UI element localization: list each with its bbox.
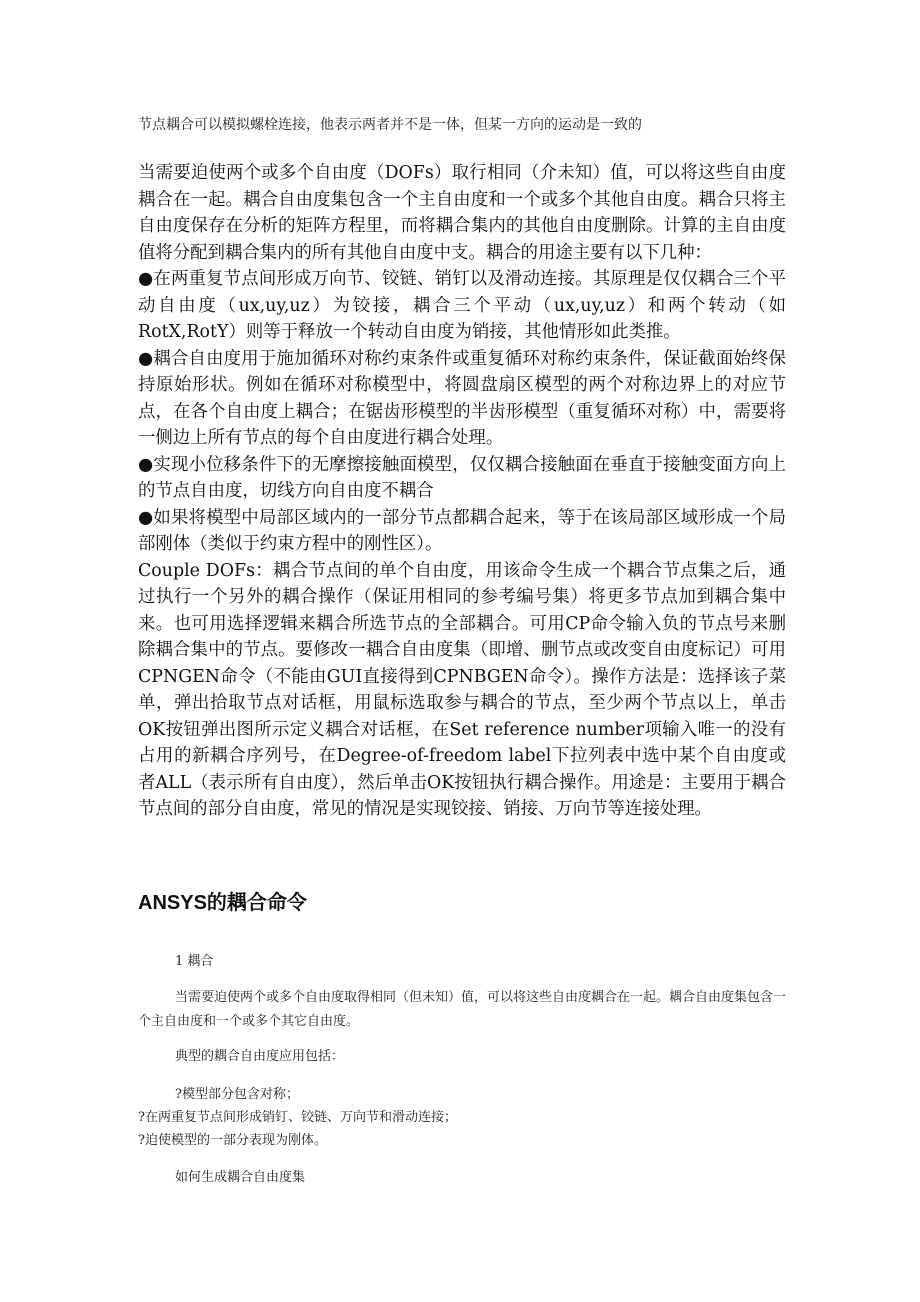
list-item: ?迫使模型的一部分表现为刚体。 [138,1133,327,1148]
bullet-contact: ●实现小位移条件下的无摩擦接触面模型，仅仅耦合接触面在垂直于接触变面方向上的节点自由度，切线方向自由度不耦合 [138,454,786,501]
next-section-title: 如何生成耦合自由度集 [175,1170,306,1185]
bullet-joints: ●在两重复节点间形成万向节、铰链、销钉以及滑动连接。其原理是仅仅耦合三个平动自由度（ux,uy,uz）为铰接，耦合三个平动（ux,uy,uz）和两个转动（如RotX,RotY）则等于释放一个转动自由度为销接，其他情形如此类推。 [138,269,786,342]
bullet-cyclic-symmetry: ●耦合自由度用于施加循环对称约束条件或重复循环对称约束条件，保证截面始终保持原始形状。例如在循环对称模型中，将圆盘扇区模型的两个对称边界上的对应节点，在各个自由度上耦合；在锯齿形模型的半齿形模型（重复循环对称）中，需要将一侧边上所有节点的每个自由度进行耦合处理。 [138,348,786,448]
paragraph-couple-dofs: Couple DOFs：耦合节点间的单个自由度，用该命令生成一个耦合节点集之后，通过执行一个另外的耦合操作（保证用相同的参考编号集）将更多节点加到耦合集中来。也可用选择逻辑来耦合所选节点的全部耦合。可用CP命令输入负的节点号来删除耦合集中的节点。要修改一耦合自由度集（即增、删节点或改变自由度标记）可用CPNGEN命令（不能由GUI直接得到CPNBGEN命令）。操作方法是：选择该子菜单，弹出拾取节点对话框，用鼠标选取参与耦合的节点，至少两个节点以上，单击OK按钮弹出图所示定义耦合对话框，在Set reference number项输入唯一的没有占用的新耦合序列号，在Degree-of-freedom label下拉列表中选中某个自由度或者ALL（表示所有自由度），然后单击OK按钮执行耦合操作。用途是：主要用于耦合节点间的部分自由度，常见的情况是实现铰接、销接、万向节等连接处理。 [138,560,786,819]
intro-line: 节点耦合可以模拟螺栓连接，他表示两者并不是一体，但某一方向的运动是一致的 [138,117,642,133]
list-item: ?模型部分包含对称； [175,1087,299,1102]
applications-title: 典型的耦合自由度应用包括： [175,1049,345,1064]
subsection-title: 1 耦合 [175,954,214,969]
main-text-block [138,160,786,823]
subsection-paragraph: 当需要迫使两个或多个自由度取得相同（但未知）值，可以将这些自由度耦合在一起。耦合自由度集包含一个主自由度和一个或多个其它自由度。 [138,990,787,1029]
bullet-rigid-region: ●如果将模型中局部区域内的一部分节点都耦合起来，等于在该局部区域形成一个局部刚体（类似于约束方程中的刚性区）。 [138,507,786,554]
list-item: ?在两重复节点间形成销钉、铰链、万向节和滑动连接； [138,1110,457,1125]
paragraph-coupling-definition: 当需要迫使两个或多个自由度（DOFs）取行相同（介未知）值，可以将这些自由度耦合在一起。耦合自由度集包含一个主自由度和一个或多个其他自由度。耦合只将主自由度保存在分析的矩阵方程里，而将耦合集内的其他自由度删除。计算的主自由度值将分配到耦合集内的所有其他自由度中支。耦合的用途主要有以下几种： [138,163,786,263]
section-heading: ANSYS的耦合命令 [138,892,307,914]
